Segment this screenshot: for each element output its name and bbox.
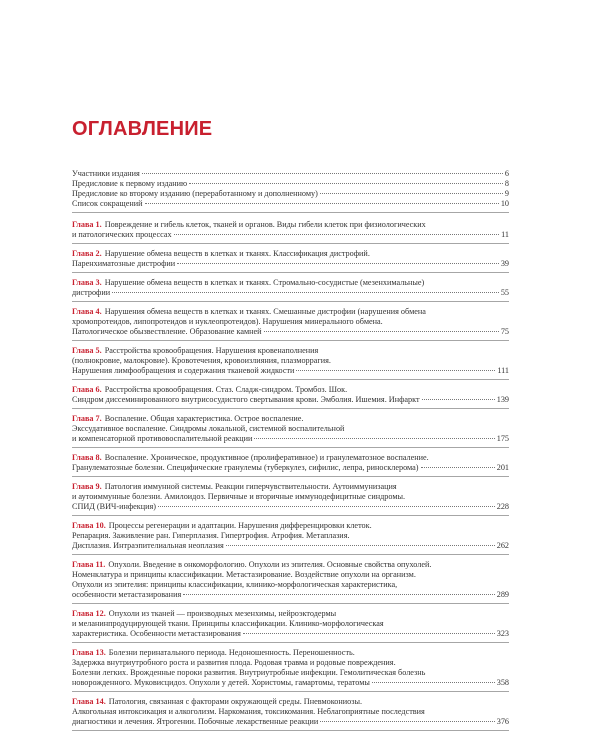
- toc-chapter: [72, 697, 509, 731]
- chapter-label: Глава 11.: [72, 560, 106, 569]
- chapter-title-text: Опухоли из тканей — производных мезенхимы, нейроэктодермы: [108, 609, 337, 618]
- chapter-title-text: Воспаление. Хроническое, продуктивное (пролиферативное) и гранулематозное воспаление.: [104, 453, 429, 462]
- chapter-title-text: Задержка внутриутробного роста и развития плода. Родовая травма и родовые повреждения.: [72, 658, 396, 667]
- toc-chapter-text: [72, 697, 362, 707]
- toc-chapter-text: [72, 278, 424, 288]
- chapter-title-text: Паренхиматозные дистрофии: [72, 259, 176, 268]
- chapter-title-text: Патологическое обызвествление. Образование камней: [72, 327, 262, 336]
- dot-leader: [320, 193, 503, 194]
- toc-chapter-line: [72, 453, 509, 463]
- chapter-title-text: Алкогольная интоксикация и алкоголизм. Наркомания, токсикомания. Неблагоприятные последствия: [72, 707, 425, 716]
- toc-entry: [72, 179, 509, 189]
- toc-chapter: [72, 220, 509, 244]
- toc-chapter-line: [72, 278, 509, 288]
- page-number: 55: [500, 288, 509, 297]
- toc-chapter-text: [72, 453, 429, 463]
- toc-chapter-text: [72, 482, 397, 492]
- toc-entry-title: Предисловие ко второму изданию (переработанному и дополненному): [72, 189, 318, 198]
- toc-chapter-text: [72, 307, 426, 317]
- toc-chapter-line: [72, 590, 509, 600]
- toc-chapter-text: [72, 385, 347, 395]
- toc-chapter-text: [72, 220, 426, 230]
- toc-chapter-line: [72, 424, 509, 434]
- chapter-label: Глава 10.: [72, 521, 106, 530]
- toc-chapter-line: [72, 259, 509, 269]
- toc-chapter-line: [72, 707, 509, 717]
- page-number: 201: [496, 463, 509, 472]
- toc-chapter-line: [72, 648, 509, 658]
- toc-chapter-text: [72, 609, 336, 619]
- toc-chapter-text: [72, 395, 420, 405]
- chapter-title-text: Процессы регенерации и адаптации. Нарушения дифференцировки клеток.: [108, 521, 372, 530]
- toc-chapter-text: [72, 560, 431, 570]
- chapter-title-text: Экссудативное воспаление. Синдромы локальной, системной воспалительной: [72, 424, 345, 433]
- page-number: 6: [504, 169, 509, 178]
- chapter-label: Глава 1.: [72, 220, 102, 229]
- toc-chapter-text: [72, 648, 355, 658]
- toc-chapter: [72, 648, 509, 692]
- toc-intro-section: [72, 169, 509, 213]
- chapter-title-text: Нарушение обмена веществ в клетках и тканях. Стромально-сосудистые (мезенхимальные): [104, 278, 425, 287]
- chapter-title-text: Синдром диссеминированного внутрисосудистого свертывания крови. Эмболия. Ишемия. Инфаркт: [72, 395, 420, 404]
- toc-chapter: [72, 249, 509, 273]
- chapter-title-text: (полнокровие, малокровие). Кровотечения, кровоизлияния, плазморрагия.: [72, 356, 331, 365]
- toc-chapter-line: [72, 434, 509, 444]
- chapter-title-text: Болезни легких. Врожденные пороки развития. Внутриутробные инфекции. Гемолитическая болезнь: [72, 668, 426, 677]
- toc-chapter-text: [72, 629, 241, 639]
- page-number: 358: [496, 678, 509, 687]
- toc-chapter: [72, 278, 509, 302]
- toc-chapter-line: [72, 414, 509, 424]
- toc-chapter-line: [72, 678, 509, 688]
- toc-chapter-text: [72, 288, 110, 298]
- dot-leader: [174, 234, 500, 235]
- toc-chapter-text: [72, 434, 252, 444]
- chapter-label: Глава 8.: [72, 453, 102, 462]
- toc-chapter: [72, 453, 509, 477]
- dot-leader: [158, 506, 495, 507]
- chapter-title-text: Патология, связанная с факторами окружающей среды. Пневмокониозы.: [108, 697, 363, 706]
- toc-chapter-line: [72, 317, 509, 327]
- toc-chapter: [72, 482, 509, 516]
- chapter-title-text: Нарушение обмена веществ в клетках и тканях. Классификация дистрофий.: [104, 249, 370, 258]
- toc-chapter-line: [72, 717, 509, 727]
- toc-entry: [72, 189, 509, 199]
- toc-chapter: [72, 385, 509, 409]
- dot-leader: [226, 545, 495, 546]
- toc-chapter-text: [72, 521, 372, 531]
- toc-chapter-line: [72, 356, 509, 366]
- toc-chapter-line: [72, 346, 509, 356]
- chapter-title-text: Опухоли из эпителия: принципы классификации, клинико-морфологическая характеристика,: [72, 580, 398, 589]
- toc-chapter-text: [72, 580, 397, 590]
- chapter-label: Глава 7.: [72, 414, 102, 423]
- toc-chapter-line: [72, 307, 509, 317]
- toc-chapter-text: [72, 317, 383, 327]
- toc-chapter-line: [72, 249, 509, 259]
- chapter-label: Глава 2.: [72, 249, 102, 258]
- toc-chapter-text: [72, 502, 156, 512]
- toc-chapter: [72, 346, 509, 380]
- dot-leader: [145, 203, 499, 204]
- toc-chapter-line: [72, 570, 509, 580]
- dot-leader: [189, 183, 503, 184]
- toc-chapter-text: [72, 366, 294, 376]
- chapter-label: Глава 13.: [72, 648, 106, 657]
- toc-chapter-text: [72, 230, 172, 240]
- chapter-label: Глава 9.: [72, 482, 102, 491]
- page-title: ОГЛАВЛЕНИЕ: [72, 118, 213, 140]
- chapter-label: Глава 5.: [72, 346, 102, 355]
- chapter-title-text: Патология иммунной системы. Реакции гиперчувствительности. Аутоиммунизация: [104, 482, 397, 491]
- dot-leader: [422, 399, 495, 400]
- chapter-label: Глава 6.: [72, 385, 102, 394]
- chapter-label: Глава 14.: [72, 697, 106, 706]
- toc-chapter-line: [72, 609, 509, 619]
- page-number: 175: [496, 434, 509, 443]
- chapter-title-text: и патологических процессах: [72, 230, 172, 239]
- page-number: 9: [504, 189, 509, 198]
- dot-leader: [243, 633, 495, 634]
- toc-chapter-line: [72, 629, 509, 639]
- toc-entry: [72, 199, 509, 209]
- toc-chapter-text: [72, 707, 425, 717]
- toc-chapter-text: [72, 424, 344, 434]
- toc-chapter: [72, 307, 509, 341]
- chapter-title-text: Повреждение и гибель клеток, тканей и органов. Виды гибели клеток при физиологических: [104, 220, 426, 229]
- toc-chapter-line: [72, 395, 509, 405]
- chapter-title-text: Расстройства кровообращения. Стаз. Сладж-синдром. Тромбоз. Шок.: [104, 385, 348, 394]
- dot-leader: [296, 370, 495, 371]
- toc-chapter-line: [72, 531, 509, 541]
- chapter-title-text: Нарушения лимфообращения и содержания тканевой жидкости: [72, 366, 295, 375]
- chapter-title-text: Гранулематозные болезни. Специфические гранулемы (туберкулез, сифилис, лепра, риносклерома): [72, 463, 419, 472]
- toc-chapter-line: [72, 697, 509, 707]
- toc-chapter-text: [72, 463, 419, 473]
- toc-chapter-text: [72, 619, 384, 629]
- chapter-title-text: и компенсаторной противовоспалительной реакции: [72, 434, 253, 443]
- toc-chapter-line: [72, 502, 509, 512]
- toc-chapter-line: [72, 619, 509, 629]
- dot-leader: [320, 721, 495, 722]
- chapter-title-text: Номенклатура и принципы классификации. Метастазирование. Воздействие опухоли на организм.: [72, 570, 416, 579]
- table-of-contents: [72, 169, 509, 736]
- page-number: 111: [497, 366, 509, 375]
- toc-chapter-line: [72, 385, 509, 395]
- chapter-title-text: Репарация. Заживление ран. Гиперплазия. Гипертрофия. Атрофия. Метаплазия.: [72, 531, 350, 540]
- page-number: 10: [500, 199, 509, 208]
- chapter-title-text: дистрофии: [72, 288, 111, 297]
- toc-chapter: [72, 521, 509, 555]
- page-number: 139: [496, 395, 509, 404]
- chapter-title-text: Воспаление. Общая характеристика. Острое воспаление.: [104, 414, 304, 423]
- chapter-title-text: особенности метастазирования: [72, 590, 182, 599]
- toc-chapter-line: [72, 492, 509, 502]
- dot-leader: [264, 331, 499, 332]
- chapter-title-text: Нарушения обмена веществ в клетках и тканях. Смешанные дистрофии (нарушения обмена: [104, 307, 426, 316]
- toc-chapter-line: [72, 668, 509, 678]
- toc-chapter-line: [72, 288, 509, 298]
- toc-chapters: [72, 220, 509, 731]
- toc-chapter-line: [72, 560, 509, 570]
- chapter-title-text: хромопротеидов, липопротеидов и нуклеопротеидов). Нарушения минерального обмена.: [72, 317, 383, 326]
- page-number: 11: [501, 230, 509, 239]
- toc-chapter-text: [72, 492, 405, 502]
- dot-leader: [183, 594, 495, 595]
- chapter-title-text: диагностики и лечения. Ятрогении. Побочные лекарственные реакции: [72, 717, 319, 726]
- toc-chapter-text: [72, 590, 181, 600]
- chapter-title-text: новорожденного. Муковисцидоз. Опухоли у детей. Хористомы, гамартомы, тератомы: [72, 678, 370, 687]
- toc-chapter: [72, 609, 509, 643]
- toc-chapter-line: [72, 366, 509, 376]
- chapter-label: Глава 3.: [72, 278, 102, 287]
- toc-chapter: [72, 414, 509, 448]
- toc-chapter-line: [72, 220, 509, 230]
- dot-leader: [142, 173, 503, 174]
- chapter-label: Глава 12.: [72, 609, 106, 618]
- toc-chapter-line: [72, 541, 509, 551]
- dot-leader: [421, 467, 495, 468]
- chapter-title-text: и меланинпродуцирующей ткани. Принципы классификации. Клинико-морфологическая: [72, 619, 384, 628]
- toc-chapter-text: [72, 541, 224, 551]
- page-number: 8: [504, 179, 509, 188]
- toc-chapter-text: [72, 327, 262, 337]
- toc-entry: [72, 169, 509, 179]
- toc-chapter-line: [72, 327, 509, 337]
- toc-entry-title: Предисловие к первому изданию: [72, 179, 188, 188]
- toc-chapter-line: [72, 463, 509, 473]
- toc-chapter: [72, 560, 509, 604]
- page-number: 75: [500, 327, 509, 336]
- page-number: 39: [500, 259, 509, 268]
- dot-leader: [112, 292, 499, 293]
- chapter-label: Глава 4.: [72, 307, 102, 316]
- toc-chapter-line: [72, 521, 509, 531]
- toc-chapter-text: [72, 678, 370, 688]
- dot-leader: [177, 263, 499, 264]
- page-number: 323: [496, 629, 509, 638]
- page-number: 376: [496, 717, 509, 726]
- toc-chapter-text: [72, 346, 318, 356]
- toc-entry-title: Участники издания: [72, 169, 140, 178]
- toc-entry-title: Список сокращений: [72, 199, 143, 208]
- dot-leader: [254, 438, 494, 439]
- toc-chapter-line: [72, 580, 509, 590]
- toc-chapter-line: [72, 482, 509, 492]
- page-number: 262: [496, 541, 509, 550]
- toc-chapter-text: [72, 668, 425, 678]
- toc-chapter-line: [72, 658, 509, 668]
- chapter-title-text: СПИД (ВИЧ-инфекция): [72, 502, 157, 511]
- chapter-title-text: и аутоиммунные болезни. Амилоидоз. Первичные и вторичные иммунодефицитные синдромы.: [72, 492, 406, 501]
- page-number: 228: [496, 502, 509, 511]
- toc-chapter-text: [72, 414, 303, 424]
- toc-chapter-text: [72, 717, 318, 727]
- page-number: 289: [496, 590, 509, 599]
- toc-chapter-text: [72, 356, 331, 366]
- chapter-title-text: Расстройства кровообращения. Нарушения кровенаполнения: [104, 346, 319, 355]
- toc-chapter-text: [72, 570, 416, 580]
- toc-chapter-line: [72, 230, 509, 240]
- toc-chapter-text: [72, 658, 396, 668]
- chapter-title-text: Опухоли. Введение в онкоморфологию. Опухоли из эпителия. Основные свойства опухолей.: [108, 560, 432, 569]
- chapter-title-text: Болезни перинатального периода. Недоношенность. Переношенность.: [108, 648, 355, 657]
- dot-leader: [372, 682, 495, 683]
- chapter-title-text: характеристика. Особенности метастазирования: [72, 629, 241, 638]
- chapter-title-text: Дисплазия. Интраэпителиальная неоплазия: [72, 541, 224, 550]
- toc-chapter-text: [72, 259, 175, 269]
- toc-chapter-text: [72, 531, 350, 541]
- toc-chapter-text: [72, 249, 370, 259]
